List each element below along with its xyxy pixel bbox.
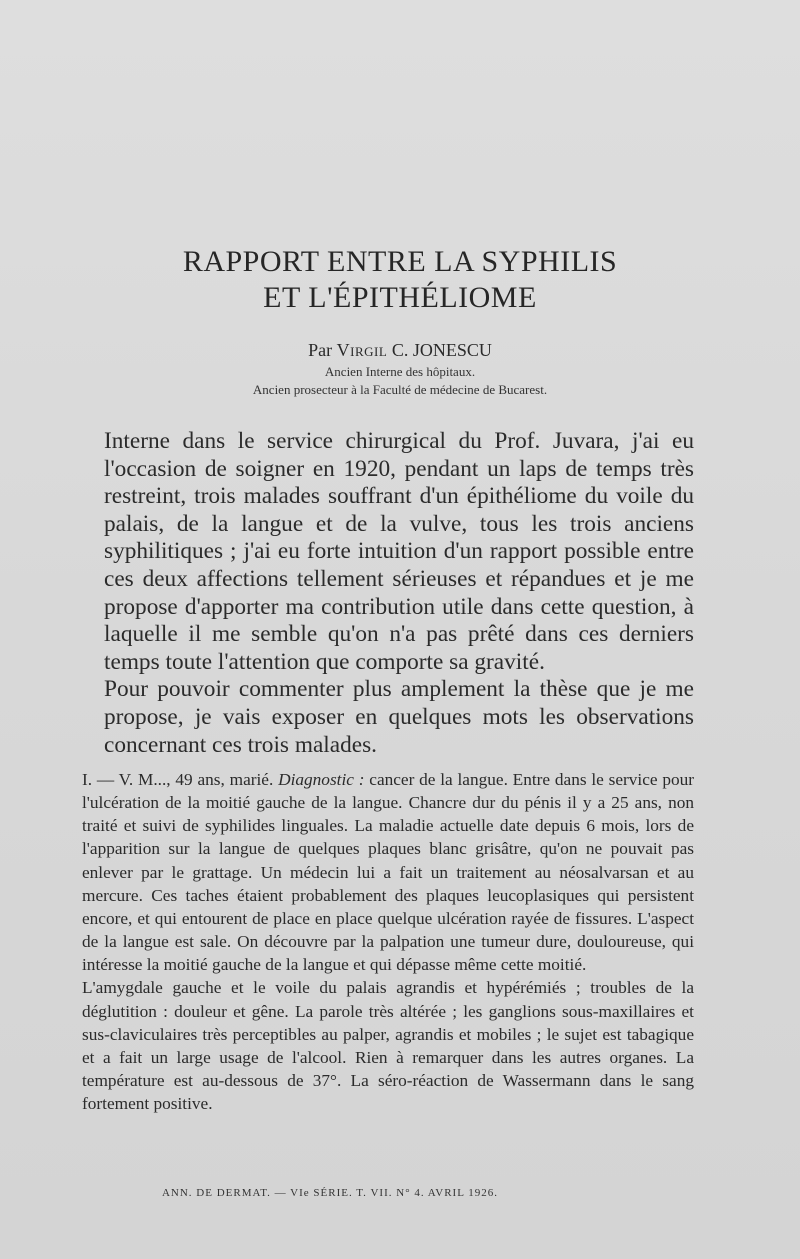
byline [0,340,800,361]
observation-1-paragraph-2: L'amygdale gauche et le voile du palais agrandis et hypérémiés ; troubles de la déglutition : douleur et gêne. La parole très altérée ; les ganglions sous-maxillaires et sus-claviculaires très perceptibles au palper, agrandis et mobiles ; le sujet est tabagique et a fait un large usage de l'alcool. Rien à remarquer dans les autres organes. La température est au-dessous de 37°. La séro-réaction de Wassermann dans le sang fortement positive. [82,978,694,1114]
byline-prefix: Par [308,340,333,360]
diagnostic-label: Diagnostic : [278,770,365,789]
intro-paragraph-1: Interne dans le service chirurgical du Prof. Juvara, j'ai eu l'occasion de soigner en 1920, pendant un laps de temps très restreint, trois malades souffrant d'un épithéliome du voile du palais, de la langue et de la vulve, tous les trois anciens syphilitiques ; j'ai eu forte intuition d'un rapport possible entre ces deux affections tellement sérieuses et répandues et je me propose d'apporter ma contribution utile dans cette question, à laquelle il me semble qu'on n'a pas prêté dans ces derniers temps toute l'attention que comporte sa gravité. [104,428,694,675]
author-given-name: Virgil [336,340,388,360]
article-title-line-1: RAPPORT ENTRE LA SYPHILIS [182,245,618,278]
observation-1 [82,768,694,1115]
affiliation-1: Ancien Interne des hôpitaux. [324,364,476,379]
introduction [104,428,694,759]
intro-paragraph-2: Pour pouvoir commenter plus amplement la thèse que je me propose, je vais exposer en quelques mots les observations concernant ces trois malades. [104,676,694,758]
author-initial: C. [391,340,409,360]
affiliation-2: Ancien prosecteur à la Faculté de médecine de Bucarest. [252,382,548,397]
observation-1-text: cancer de la langue. Entre dans le service pour l'ulcération de la moitié gauche de la langue. Chancre dur du pénis il y a 25 ans, non traité et suivi de syphilides linguales. La maladie actuelle date depuis 6 mois, lors de l'apparition sur la langue de quelques plaques blanc grisâtre, qu'on ne pouvait pas enlever par le grattage. Un médecin lui a fait un traitement au néosalvarsan et au mercure. Ces taches étaient probablement des plaques leucoplasiques qui persistent encore, et qui entourent de place en place quelque ulcération rayée de fissures. L'aspect de la langue est sale. On découvre par la palpation une tumeur dure, douloureuse, qui intéresse la moitié gauche de la langue et qui dépasse même cette moitié. [82,770,695,975]
journal-footer: ANN. DE DERMAT. — VIe SÉRIE. T. VII. N° 4. AVRIL 1926. [161,1187,499,1199]
article-title-line-2: ET L'ÉPITHÉLIOME [263,281,537,314]
observation-1-lead: I. — V. M..., 49 ans, marié. [82,770,274,789]
observation-1-paragraph-1 [82,768,694,976]
author-surname: JONESCU [412,340,492,360]
